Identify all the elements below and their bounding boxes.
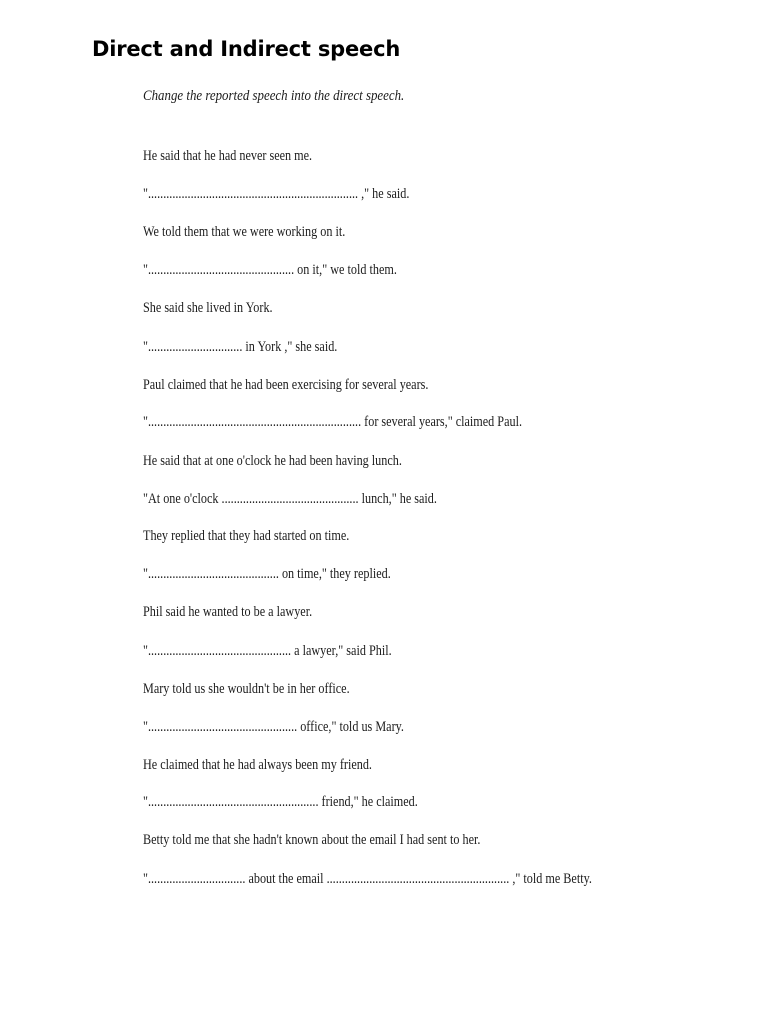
exercise-7-reported: Phil said he wanted to be a lawyer.	[143, 604, 313, 620]
exercise-2-reported: We told them that we were working on it.	[143, 224, 346, 240]
exercise-8-reported: Mary told us she wouldn't be in her office.	[143, 681, 350, 697]
exercise-7-prompt: "............................................... a lawyer," said Phil.	[143, 643, 392, 659]
exercise-6-reported: They replied that they had started on time.	[143, 528, 350, 544]
exercise-2-prompt: "................................................ on it," we told them.	[143, 262, 397, 278]
exercise-3-reported: She said she lived in York.	[143, 300, 273, 316]
exercise-6-prompt: "........................................... on time," they replied.	[143, 566, 391, 582]
exercise-9-reported: He claimed that he had always been my friend.	[143, 757, 372, 773]
exercise-1-reported: He said that he had never seen me.	[143, 148, 313, 164]
exercise-10-reported: Betty told me that she hadn't known about the email I had sent to her.	[143, 832, 481, 848]
exercise-10-prompt: "................................ about the email ............................................................ ," told me Betty.	[143, 871, 592, 887]
exercise-3-prompt: "............................... in York ," she said.	[143, 339, 338, 355]
exercise-8-prompt: "................................................. office," told us Mary.	[143, 719, 404, 735]
exercise-4-prompt: "...................................................................... for several years," claimed Paul.	[143, 414, 523, 430]
exercise-4-reported: Paul claimed that he had been exercising for several years.	[143, 377, 429, 393]
page-title: Direct and Indirect speech	[92, 37, 401, 61]
exercise-5-reported: He said that at one o'clock he had been having lunch.	[143, 453, 402, 469]
exercise-9-prompt: "........................................................ friend," he claimed.	[143, 794, 418, 810]
worksheet-instruction: Change the reported speech into the direct speech.	[143, 88, 405, 104]
exercise-5-prompt: "At one o'clock ............................................. lunch," he said.	[143, 491, 437, 507]
exercise-1-prompt: "..................................................................... ," he said.	[143, 186, 410, 202]
